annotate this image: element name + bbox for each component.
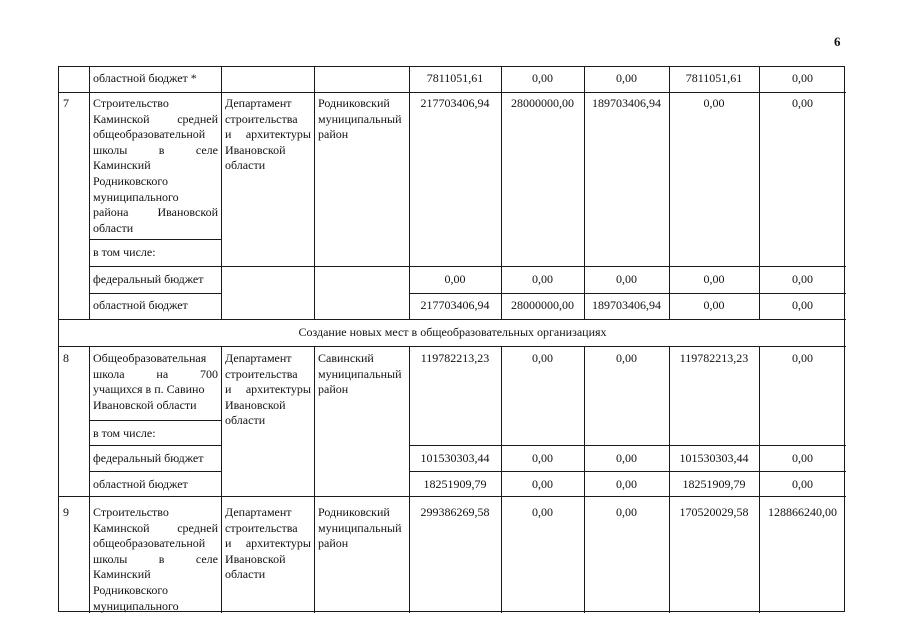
regional-budget-label: областной бюджет [93, 298, 188, 312]
total-value: 299386269,58 [420, 505, 490, 519]
total-value: 119782213,23 [679, 351, 749, 365]
regional-value: 217703406,94 [420, 298, 490, 312]
federal-value: 0,00 [532, 451, 553, 465]
table-rule [501, 67, 502, 319]
object-name-line: школа на 700 [93, 366, 218, 381]
total-value: 28000000,00 [511, 96, 574, 110]
budget-value: 7811051,61 [685, 71, 743, 85]
district-line: Родниковский [318, 96, 390, 110]
district-line: район [318, 536, 349, 551]
district-line: муниципальный [318, 111, 402, 126]
table-rule [89, 420, 221, 421]
object-name-line: школы в селе [93, 142, 218, 157]
district-line: муниципальный [318, 520, 402, 535]
table-rule [759, 346, 760, 613]
total-value: 0,00 [703, 96, 725, 110]
executor-line: и архитектуры [225, 382, 311, 397]
federal-value: 0,00 [444, 272, 466, 286]
object-name-line: Общеобразовательная [93, 351, 207, 365]
table-rule [314, 67, 315, 319]
table-rule [89, 471, 221, 472]
object-name-line: муниципального [93, 598, 179, 613]
executor-line: строительства [225, 366, 298, 381]
total-value: 0,00 [792, 96, 813, 110]
object-name-line: школы в селе [93, 551, 218, 566]
total-value: 0,00 [532, 351, 553, 365]
object-name-line: учащихся в п. Савино [93, 382, 205, 397]
total-value: 128866240,00 [768, 505, 837, 519]
district-line: Савинский [318, 351, 374, 365]
table-rule [584, 67, 585, 319]
executor-line: Департамент [225, 96, 292, 110]
total-value: 0,00 [792, 351, 813, 365]
federal-value: 0,00 [616, 451, 637, 465]
regional-value: 0,00 [616, 477, 637, 491]
regional-budget-label: областной бюджет [93, 477, 188, 491]
table-rule [409, 471, 846, 472]
object-name-line: муниципального [93, 189, 179, 204]
object-name-line: Каминской средней [93, 111, 218, 126]
executor-line: строительства [225, 111, 298, 126]
object-name-line: Строительство [93, 96, 169, 110]
total-value: 217703406,94 [420, 96, 490, 110]
table-rule [89, 266, 846, 267]
regional-value: 189703406,94 [592, 298, 661, 312]
regional-value: 18251909,79 [423, 477, 487, 491]
total-value: 189703406,94 [592, 96, 661, 110]
district-line: Родниковский [318, 505, 390, 519]
budget-value: 7811051,61 [426, 71, 484, 85]
table-rule [314, 346, 315, 613]
regional-value: 0,00 [703, 298, 725, 312]
object-name-line: района Ивановской [93, 205, 218, 220]
table-rule [409, 67, 410, 319]
executor-line: и архитектуры [225, 536, 311, 551]
table-rule [59, 346, 846, 347]
federal-value: 101530303,44 [679, 451, 749, 465]
table-rule [59, 92, 846, 93]
federal-value: 0,00 [792, 272, 813, 286]
table-rule [89, 346, 90, 613]
executor-line: области [225, 567, 266, 582]
table-rule [59, 319, 846, 320]
object-name-line: Ивановской области [93, 397, 197, 412]
federal-value: 0,00 [703, 272, 725, 286]
object-name-line: общеобразовательной [93, 127, 206, 142]
table-rule [669, 67, 670, 319]
federal-value: 0,00 [616, 272, 637, 286]
federal-value: 0,00 [792, 451, 813, 465]
table-rule [221, 67, 222, 319]
executor-line: Департамент [225, 351, 292, 365]
table-rule [584, 346, 585, 613]
regional-budget-label: областной бюджет * [93, 71, 197, 85]
total-value: 0,00 [616, 351, 637, 365]
table-rule [89, 67, 90, 319]
district-line: район [318, 382, 349, 397]
row-number: 9 [63, 505, 69, 519]
executor-line: строительства [225, 520, 298, 535]
executor-line: Департамент [225, 505, 292, 519]
table-rule [409, 293, 846, 294]
page-number: 6 [834, 34, 841, 49]
table-rule [409, 346, 410, 613]
regional-value: 0,00 [792, 477, 813, 491]
object-name-line: Строительство [93, 505, 169, 519]
federal-budget-label: федеральный бюджет [93, 451, 204, 465]
table-rule [669, 346, 670, 613]
object-name-line: общеобразовательной [93, 536, 206, 551]
object-name-line: Каминский [93, 567, 151, 582]
object-name-line: Каминский [93, 158, 151, 173]
total-value: 0,00 [532, 505, 553, 519]
budget-value: 0,00 [532, 71, 553, 85]
regional-value: 18251909,79 [682, 477, 746, 491]
district-line: муниципальный [318, 366, 402, 381]
federal-value: 0,00 [532, 272, 553, 286]
executor-line: и архитектуры [225, 127, 311, 142]
executor-line: Ивановской [225, 142, 286, 157]
budget-value: 0,00 [792, 71, 813, 85]
including-label: в том числе: [93, 426, 156, 440]
budget-value: 0,00 [616, 71, 637, 85]
executor-line: Ивановской [225, 551, 286, 566]
total-value: 119782213,23 [420, 351, 490, 365]
section-title: Создание новых мест в общеобразовательных организациях [298, 325, 607, 339]
budget-table [58, 66, 845, 612]
executor-line: области [225, 158, 266, 173]
executor-line: Ивановской [225, 397, 286, 412]
total-value: 0,00 [616, 505, 637, 519]
object-name-line: области [93, 220, 134, 235]
executor-line: области [225, 413, 266, 428]
row-number: 7 [63, 96, 69, 110]
object-name-line: Родниковского [93, 583, 168, 597]
regional-value: 0,00 [792, 298, 813, 312]
row-number: 8 [63, 351, 69, 365]
regional-value: 0,00 [532, 477, 553, 491]
object-name-line: Каминской средней [93, 520, 218, 535]
table-rule [409, 445, 846, 446]
table-rule [759, 67, 760, 319]
table-rule [89, 239, 221, 240]
including-label: в том числе: [93, 245, 156, 259]
table-rule [89, 293, 221, 294]
federal-value: 101530303,44 [420, 451, 490, 465]
table-rule [501, 346, 502, 613]
table-rule [89, 445, 221, 446]
table-rule [221, 346, 222, 613]
object-name-line: Родниковского [93, 174, 168, 188]
table-rule [59, 496, 846, 497]
regional-value: 28000000,00 [511, 298, 574, 312]
total-value: 170520029,58 [679, 505, 749, 519]
district-line: район [318, 127, 349, 142]
federal-budget-label: федеральный бюджет [93, 272, 204, 286]
